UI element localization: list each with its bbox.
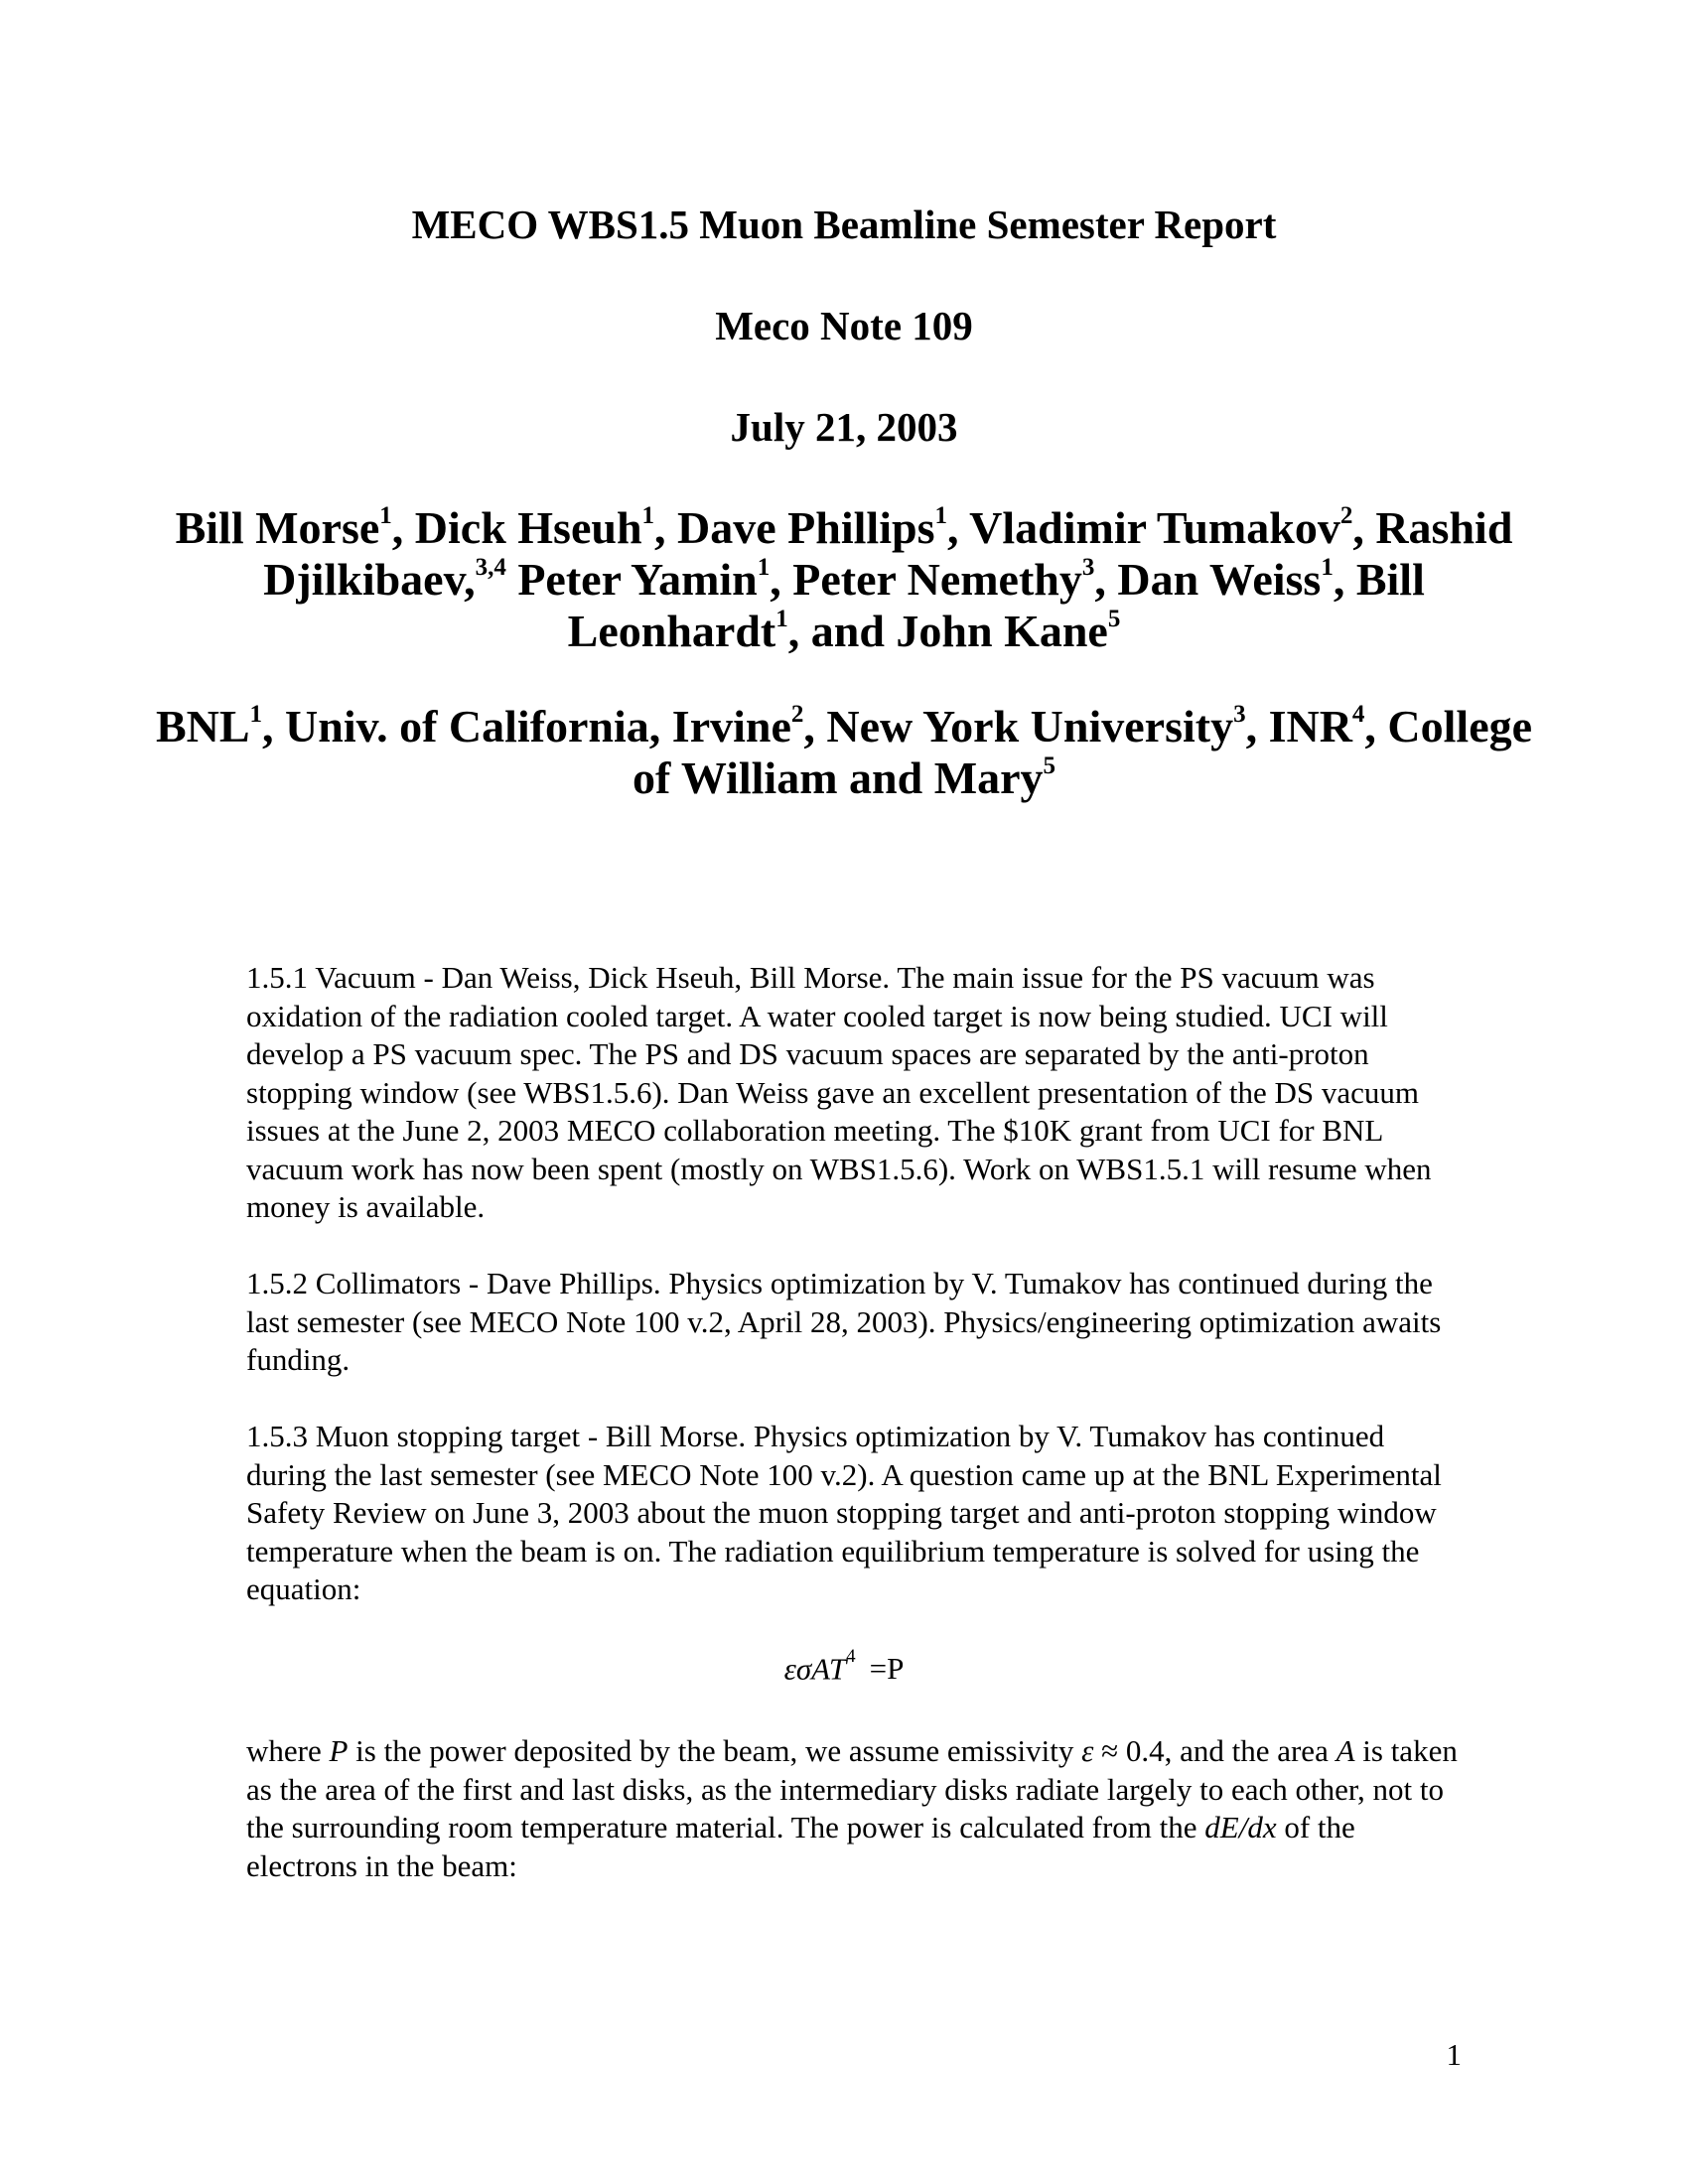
equation-exponent: 4 bbox=[846, 1646, 856, 1667]
author-superscript: 1 bbox=[641, 501, 655, 529]
author-superscript: 1 bbox=[757, 553, 771, 581]
var-p: P bbox=[329, 1733, 349, 1768]
var-a: A bbox=[1336, 1733, 1355, 1768]
author-superscript: 3 bbox=[1081, 553, 1095, 581]
author-superscript: 1 bbox=[1321, 553, 1334, 581]
author-separator: , bbox=[787, 606, 811, 656]
explanation-text-5: of the electrons in the beam: bbox=[246, 1810, 1355, 1883]
author-superscript: 2 bbox=[1339, 501, 1353, 529]
affiliation-superscript: 2 bbox=[790, 700, 804, 728]
affiliation-separator: , bbox=[803, 701, 827, 751]
affiliation-separator: , bbox=[1245, 701, 1269, 751]
equation-lhs: εσAT bbox=[783, 1651, 847, 1687]
affiliation-name: College of William and Mary bbox=[632, 701, 1533, 803]
author-name: and John Kane bbox=[810, 606, 1108, 656]
author-separator: , bbox=[1094, 554, 1118, 605]
affiliation-superscript: 5 bbox=[1043, 751, 1056, 779]
section-1-5-2-collimators: 1.5.2 Collimators - Dave Phillips. Physics optimization by V. Tumakov has continued during the last semester (see MECO Note 100 v.2, April 28, 2003). Physics/engineering optimization awaits funding. bbox=[246, 1266, 1442, 1377]
var-dedx: dE/dx bbox=[1204, 1810, 1277, 1844]
page-number: 1 bbox=[1446, 2037, 1462, 2072]
author-name: Peter Yamin bbox=[517, 554, 758, 605]
affiliation-name: New York University bbox=[826, 701, 1234, 751]
author-superscript: 1 bbox=[379, 501, 392, 529]
radiation-equation bbox=[0, 1643, 1688, 1689]
report-title: MECO WBS1.5 Muon Beamline Semester Report bbox=[411, 202, 1277, 247]
affiliation-superscript: 4 bbox=[1351, 700, 1365, 728]
author-name: Dan Weiss bbox=[1117, 554, 1322, 605]
affiliation-separator: , bbox=[262, 701, 286, 751]
author-separator: , bbox=[654, 502, 678, 553]
author-superscript: 3,4 bbox=[475, 553, 506, 581]
author-separator: , bbox=[946, 502, 970, 553]
explanation-text-1: where bbox=[246, 1733, 330, 1768]
affiliation-separator: , bbox=[1364, 701, 1388, 751]
author-name: Bill Leonhardt bbox=[567, 554, 1425, 656]
author-separator bbox=[506, 554, 518, 605]
author-superscript: 1 bbox=[775, 605, 788, 632]
author-name: Dave Phillips bbox=[677, 502, 935, 553]
affiliation-list bbox=[149, 701, 1539, 804]
author-name: Dick Hseuh bbox=[414, 502, 642, 553]
author-name: Rashid Djilkibaev, bbox=[263, 502, 1513, 605]
author-separator: , bbox=[1352, 502, 1376, 553]
author-name: Vladimir Tumakov bbox=[969, 502, 1340, 553]
affiliation-name: INR bbox=[1268, 701, 1352, 751]
affiliation-superscript: 3 bbox=[1233, 700, 1246, 728]
section-1-5-3-stopping-target: 1.5.3 Muon stopping target - Bill Morse. Physics optimization by V. Tumakov has continued during the last semester (see MECO Note 100 v.2). A question came up at the BNL Experimental Safety Review on June 3, 2003 about the muon stopping target and anti-proton stopping window temperature when the beam is on. The radiation equilibrium temperature is solved for using the equation: bbox=[246, 1419, 1442, 1606]
author-separator: , bbox=[391, 502, 415, 553]
section-1-5-1-vacuum: 1.5.1 Vacuum - Dan Weiss, Dick Hseuh, Bill Morse. The main issue for the PS vacuum was oxidation of the radiation cooled target. A water cooled target is now being studied. UCI will develop a PS vacuum spec. The PS and DS vacuum spaces are separated by the anti-proton stopping window (see WBS1.5.6). Dan Weiss gave an excellent presentation of the DS vacuum issues at the June 2, 2003 MECO collaboration meeting. The $10K grant from UCI for BNL vacuum work has now been spent (mostly on WBS1.5.6). Work on WBS1.5.1 will resume when money is available. bbox=[246, 960, 1432, 1224]
explanation-text-4: is taken as the area of the first and last disks, as the intermediary disks radiate largely to each other, not to the surrounding room temperature material. The power is calculated from the bbox=[246, 1733, 1458, 1844]
author-name: Peter Nemethy bbox=[792, 554, 1082, 605]
var-epsilon: ε bbox=[1081, 1733, 1094, 1768]
report-date: July 21, 2003 bbox=[730, 404, 958, 450]
author-superscript: 1 bbox=[934, 501, 947, 529]
affiliation-name: Univ. of California, Irvine bbox=[285, 701, 791, 751]
author-superscript: 5 bbox=[1107, 605, 1121, 632]
equation-explanation bbox=[246, 1732, 1458, 1885]
note-number: Meco Note 109 bbox=[715, 303, 973, 348]
author-separator: , bbox=[770, 554, 793, 605]
explanation-text-3: ≈ 0.4, and the area bbox=[1093, 1733, 1336, 1768]
affiliation-superscript: 1 bbox=[249, 700, 263, 728]
author-list bbox=[149, 502, 1539, 657]
equation-rhs: =P bbox=[869, 1651, 905, 1687]
author-separator: , bbox=[1333, 554, 1356, 605]
affiliation-name: BNL bbox=[155, 701, 250, 751]
explanation-text-2: is the power deposited by the beam, we assume emissivity bbox=[348, 1733, 1082, 1768]
author-name: Bill Morse bbox=[175, 502, 380, 553]
